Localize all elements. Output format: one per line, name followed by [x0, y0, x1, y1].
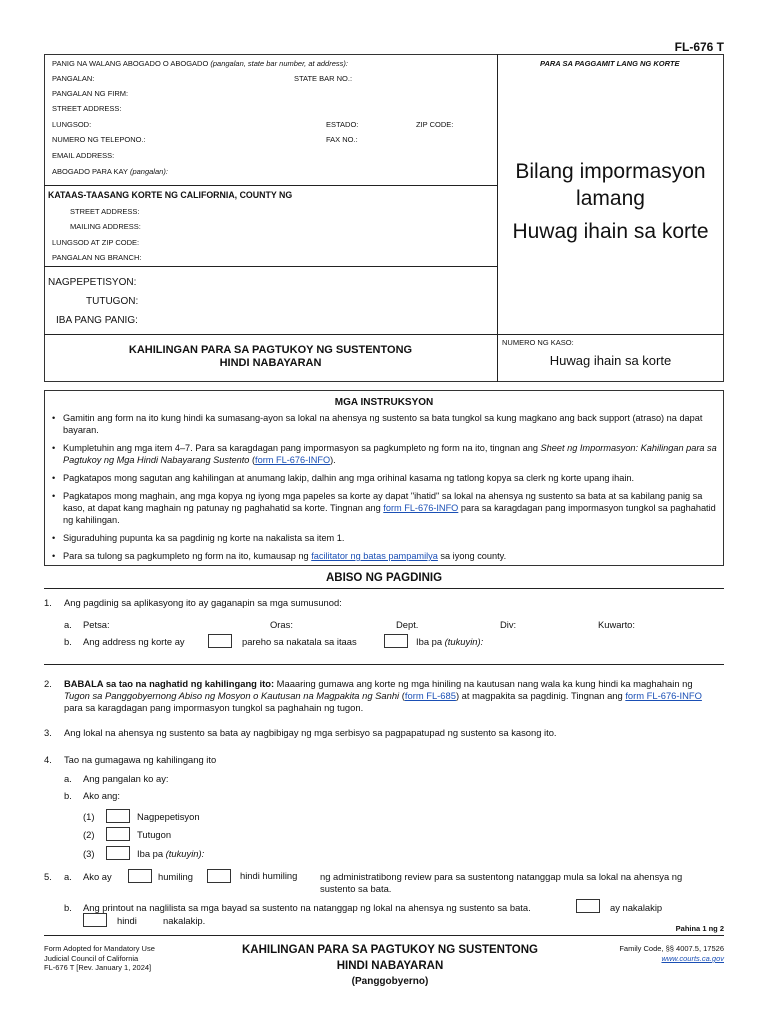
not-requested-label: hindi humiling — [240, 870, 298, 881]
my-name-label: Ang pangalan ko ay: — [83, 773, 169, 784]
option-number: (2) — [83, 829, 95, 840]
div-label: Div: — [500, 619, 517, 630]
form-fl-676-info-link[interactable]: form FL-676-INFO — [255, 455, 331, 465]
form-fl-685-link[interactable]: form FL-685 — [404, 690, 456, 701]
instruction-item: • Kumpletuhin ang mga item 4–7. Para sa karagdagan pang impormasyon sa pagkumpleto ng form na ito, tingnan ang Sheet ng Impormasyon: Kahilingan para sa Pagtukoy ng Mga Hindi Nabayarang Sustento (form FL-676-INFO). — [49, 442, 719, 466]
sub-item-letter: a. — [64, 619, 72, 630]
item-number: 3. — [44, 727, 52, 738]
legal-reference: Family Code, §§ 4007.5, 17526 www.courts.ca.gov — [619, 944, 724, 963]
city-label: LUNGSOD: — [52, 120, 92, 129]
petitioner-checkbox[interactable] — [106, 809, 130, 823]
zip-label: ZIP CODE: — [416, 120, 454, 129]
attorney-label: PANIG NA WALANG ABOGADO O ABOGADO (pangalan, state bar number, at address): — [52, 59, 348, 68]
attached-suffix-label: nakalakip. — [163, 915, 206, 926]
family-law-facilitator-link[interactable]: facilitator ng batas pampamilya — [311, 551, 438, 561]
instruction-item: • Pagkatapos mong maghain, ang mga kopya ng iyong mga papeles sa korte ay dapat "ihatid" sa lokal na ahensya ng sustento sa bata at sa kabilang panig sa kaso, at dapat kang maghain ng patunay ng paghahatid sa korte. Tingnan ang form FL-676-INFO para sa karagdagan pang impormasyon tungkol sa paghahatid ng kahilingan. — [49, 490, 719, 526]
option-number: (1) — [83, 811, 95, 822]
form-id: FL-676 T — [674, 40, 724, 54]
room-label: Kuwarto: — [598, 619, 635, 630]
respondent-label: TUTUGON: — [86, 296, 139, 307]
instructions-box — [44, 390, 724, 566]
other-party-label: IBA PANG PANIG: — [56, 315, 138, 326]
item-3-text: Ang lokal na ahensya ng sustento sa bata ay nagbibigay ng mga serbisyo sa pagpapatupad ng sustento sa kasong ito. — [64, 727, 557, 738]
respondent-checkbox[interactable] — [106, 827, 130, 841]
case-number-stamp: Huwag ihain sa korte — [549, 353, 672, 368]
instruction-item: • Gamitin ang form na ito kung hindi ka sumasang-ayon sa lokal na ahensya ng sustento sa bata tungkol sa kung magkano ang back support (atraso) na dapat bayaran. — [49, 412, 719, 436]
sub-item-letter: b. — [64, 790, 72, 801]
dept-label: Dept. — [396, 619, 419, 630]
adoption-notice: Form Adopted for Mandatory Use Judicial Council of California FL-676 T [Rev. January 1, 2024] — [44, 944, 155, 972]
court-street-label: STREET ADDRESS: — [70, 207, 140, 216]
name-label: PANGALAN: — [52, 74, 95, 83]
item-number: 1. — [44, 597, 52, 608]
option-number: (3) — [83, 848, 95, 859]
date-label: Petsa: — [83, 619, 110, 630]
info-only-stamp: Bilang impormasyon lamang Huwag ihain sa korte — [512, 160, 709, 243]
fax-label: FAX NO.: — [326, 135, 358, 144]
firm-label: PANGALAN NG FIRM: — [52, 89, 129, 98]
sub-item-letter: b. — [64, 636, 72, 647]
instruction-item: • Pagkatapos mong sagutan ang kahilingan at anumang lakip, dalhin ang mga orihinal kasama ng tatlong kopya sa clerk ng korte upang ihain. — [49, 472, 719, 484]
other-address-label: Iba pa (tukuyin): — [416, 636, 484, 647]
court-mailing-label: MAILING ADDRESS: — [70, 222, 141, 231]
not-requested-checkbox[interactable] — [207, 869, 231, 883]
sub-item-letter: a. — [64, 773, 72, 784]
same-address-checkbox[interactable] — [208, 634, 232, 648]
courts-website-link[interactable]: www.courts.ca.gov — [661, 954, 724, 963]
form-fl-676-info-link[interactable]: form FL-676-INFO — [625, 690, 702, 701]
item-4-text: Tao na gumagawa ng kahilingang ito — [64, 754, 217, 765]
attached-checkbox[interactable] — [576, 899, 600, 913]
petitioner-option-label: Nagpepetisyon — [137, 811, 200, 822]
requested-checkbox[interactable] — [128, 869, 152, 883]
street-label: STREET ADDRESS: — [52, 104, 122, 113]
not-attached-checkbox[interactable] — [83, 913, 107, 927]
court-use-label: PARA SA PAGGAMIT LANG NG KORTE — [540, 59, 680, 68]
other-address-checkbox[interactable] — [384, 634, 408, 648]
instruction-item: • Siguraduhing pupunta ka sa pagdinig ng korte na nakalista sa item 1. — [49, 532, 719, 544]
state-bar-label: STATE BAR NO.: — [294, 74, 353, 83]
hearing-intro: Ang pagdinig sa aplikasyong ito ay gaganapin sa mga sumusunod: — [64, 597, 342, 608]
warning-text: BABALA sa tao na naghatid ng kahilingang ito: Maaaring gumawa ang korte ng mga hiniling na kautusan nang wala ka kung hindi ka maghahain ng Tugon sa Panggobyernong Abiso ng Mosyon o Kautusan na Magpakita ng Sanhi (form FL-685) at magpakita sa pagdinig. Tingnan ang form FL-676-INFO para sa karagdagan pang impormasyon tungkol sa paghahain ng tugon. — [64, 678, 702, 713]
sub-item-letter: a. — [64, 871, 72, 882]
petitioner-label: NAGPEPETISYON: — [48, 277, 137, 288]
item-number: 2. — [44, 678, 52, 689]
case-number-label: NUMERO NG KASO: — [502, 338, 574, 347]
court-title: KATAAS-TAASANG KORTE NG CALIFORNIA, COUNTY NG — [48, 190, 293, 200]
respondent-option-label: Tutugon — [137, 829, 172, 840]
attorney-for-label: ABOGADO PARA KAY (pangalan): — [52, 167, 168, 176]
item-number: 4. — [44, 754, 52, 765]
i-am-text: Ako ay — [83, 871, 112, 882]
instruction-item: • Para sa tulong sa pagkumpleto ng form na ito, kumausap ng facilitator ng batas pampamilya sa iyong county. — [49, 550, 719, 562]
other-role-checkbox[interactable] — [106, 846, 130, 860]
notice-heading: ABISO NG PAGDINIG — [325, 572, 443, 584]
same-address-label: pareho sa nakatala sa itaas — [242, 636, 357, 647]
not-label: hindi — [117, 915, 137, 926]
printout-text: Ang printout na naglilista sa mga bayad sa sustento na natanggap ng lokal na ahensya ng sustento sa bata. — [83, 902, 531, 913]
page-number: Pahina 1 ng 2 — [675, 924, 724, 933]
email-label: EMAIL ADDRESS: — [52, 151, 115, 160]
admin-review-text: ng administratibong review para sa sustentong natanggap mula sa lokal na ahensya ng sustento sa bata. — [320, 871, 683, 894]
instructions-heading: MGA INSTRUKSYON — [334, 397, 434, 408]
time-label: Oras: — [270, 619, 293, 630]
state-label: ESTADO: — [326, 120, 359, 129]
attached-label: ay nakalakip — [610, 902, 663, 913]
other-role-label: Iba pa (tukuyin): — [137, 848, 205, 859]
phone-label: NUMERO NG TELEPONO.: — [52, 135, 146, 144]
sub-item-letter: b. — [64, 902, 72, 913]
item-number: 5. — [44, 871, 52, 882]
footer-title: KAHILINGAN PARA SA PAGTUKOY NG SUSTENTONG HINDI NABAYARAN (Panggobyerno) — [241, 944, 539, 987]
court-city-label: LUNGSOD AT ZIP CODE: — [52, 238, 140, 247]
court-branch-label: PANGALAN NG BRANCH: — [52, 253, 142, 262]
court-address-label: Ang address ng korte ay — [83, 636, 185, 647]
requested-label: humiling — [158, 871, 193, 882]
form-fl-676-info-link[interactable]: form FL-676-INFO — [383, 503, 459, 513]
form-title: KAHILINGAN PARA SA PAGTUKOY NG SUSTENTONG HINDI NABAYARAN — [128, 344, 413, 369]
i-am-label: Ako ang: — [83, 790, 121, 801]
